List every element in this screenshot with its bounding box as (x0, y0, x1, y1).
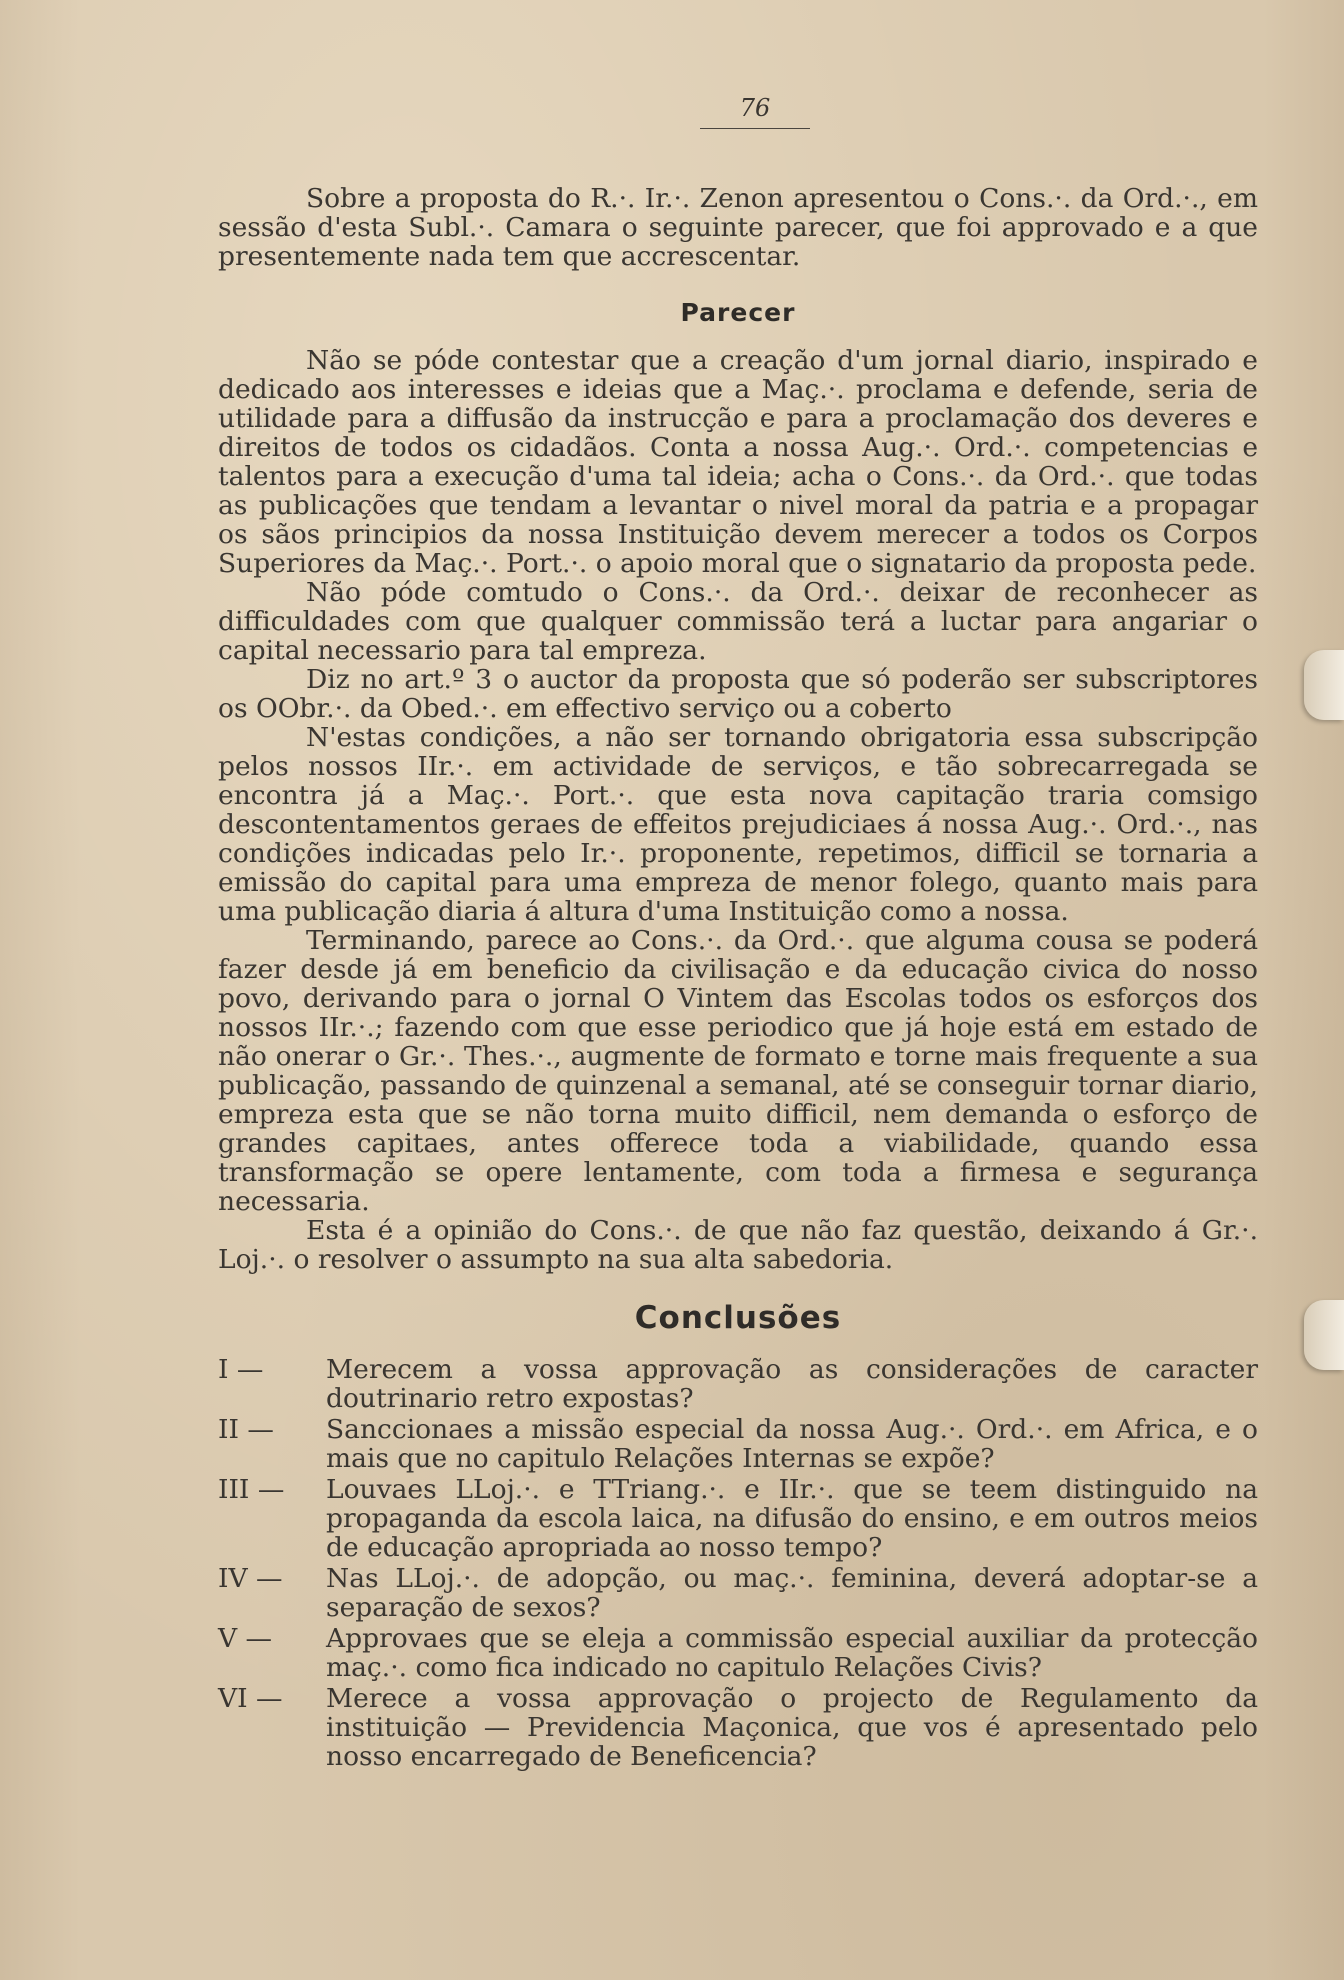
parecer-paragraph: Diz no art.º 3 o auctor da proposta que só poderão ser subscriptores os OObr.·. da Obed.·. em effectivo serviço ou a coberto (218, 664, 1258, 724)
conclusion-text: Approvaes que se eleja a commissão especial auxiliar da protecção maç.·. como fica indicado no capitulo Relações Civis? (326, 1623, 1258, 1683)
parecer-paragraph: Esta é a opinião do Cons.·. de que não faz questão, deixando á Gr.·. Loj.·. o resolver o assumpto na sua alta sabedoria. (218, 1215, 1258, 1275)
conclusion-text: Sanccionaes a missão especial da nossa Aug.·. Ord.·. em Africa, e o mais que no capitulo Relações Internas se expõe? (326, 1414, 1258, 1474)
conclusion-item (218, 1564, 1258, 1622)
conclusion-item (218, 1684, 1258, 1771)
conclusion-item (218, 1475, 1258, 1562)
conclusion-text: Louvaes LLoj.·. e TTriang.·. e IIr.·. que se teem distinguido na propaganda da escola laica, na difusão do ensino, e em outros meios de educação apropriada ao nosso tempo? (326, 1474, 1258, 1563)
page-number: 76 (700, 94, 810, 129)
parecer-paragraph: Não póde comtudo o Cons.·. da Ord.·. deixar de reconhecer as difficuldades com que qualquer commissão terá a luctar para angariar o capital necessario para tal empreza. (218, 577, 1258, 666)
conclusion-text: Merece a vossa approvação o projecto de Regulamento da instituição — Previdencia Maçonica, que vos é apresentado pelo nosso encarregado de Beneficencia? (326, 1683, 1258, 1772)
conclusion-text: Merecem a vossa approvação as considerações de caracter doutrinario retro expostas? (326, 1354, 1258, 1414)
conclusion-text: Nas LLoj.·. de adopção, ou maç.·. feminina, deverá adoptar-se a separação de sexos? (326, 1563, 1258, 1623)
conclusion-item (218, 1355, 1258, 1413)
conclusion-number: II — (218, 1414, 274, 1445)
page-tab-marker (1304, 1300, 1344, 1370)
parecer-paragraph: Não se póde contestar que a creação d'um jornal diario, inspirado e dedicado aos interesses e ideias que a Maç.·. proclama e defende, seria de utilidade para a diffusão da instrucção e para a proclamação dos deveres e direitos de todos os cidadãos. Conta a nossa Aug.·. Ord.·. competencias e talentos para a execução d'uma tal ideia; acha o Cons.·. da Ord.·. que todas as publicações que tendam a levantar o nivel moral da patria e a propagar os sãos principios da nossa Instituição devem merecer a todos os Corpos Superiores da Maç.·. Port.·. o apoio moral que o signatario da proposta pede. (218, 345, 1258, 579)
parecer-heading: Parecer (680, 298, 796, 327)
conclusion-item (218, 1624, 1258, 1682)
conclusion-number: V — (218, 1623, 273, 1654)
intro-paragraph (218, 184, 1258, 271)
parecer-body (218, 346, 1258, 1274)
conclusion-number: I — (218, 1354, 264, 1385)
page-tab-marker (1304, 650, 1344, 720)
conclusions-list (218, 1355, 1258, 1773)
parecer-paragraph: Terminando, parece ao Cons.·. da Ord.·. que alguma cousa se poderá fazer desde já em beneficio da civilisação e da educação civica do nosso povo, derivando para o jornal O Vintem das Escolas todos os esforços dos nossos IIr.·.; fazendo com que esse periodico que já hoje está em estado de não onerar o Gr.·. Thes.·., augmente de formato e torne mais frequente a sua publicação, passando de quinzenal a semanal, até se conseguir tornar diario, empreza esta que se não torna muito difficil, nem demanda o esforço de grandes capitaes, antes offerece toda a viabilidade, quando essa transformação se opere lentamente, com toda a firmesa e segurança necessaria. (218, 925, 1258, 1217)
conclusion-item (218, 1415, 1258, 1473)
parecer-paragraph: N'estas condições, a não ser tornando obrigatoria essa subscripção pelos nossos IIr.·. em actividade de serviços, e tão sobrecarregada se encontra já a Maç.·. Port.·. que esta nova capitação traria comsigo descontentamentos geraes de effeitos prejudiciaes á nossa Aug.·. Ord.·., nas condições indicadas pelo Ir.·. proponente, repetimos, difficil se tornaria a emissão do capital para uma empreza de menor folego, quanto mais para uma publicação diaria á altura d'uma Instituição como a nossa. (218, 722, 1258, 927)
conclusion-number: III — (218, 1474, 285, 1505)
intro-text: Sobre a proposta do R.·. Ir.·. Zenon apresentou o Cons.·. da Ord.·., em sessão d'esta Subl.·. Camara o seguinte parecer, que foi approvado e a que presentemente nada tem que accrescentar. (218, 183, 1258, 272)
conclusion-number: IV — (218, 1563, 283, 1594)
conclusoes-heading: Conclusões (634, 1300, 842, 1336)
conclusion-number: VI — (218, 1683, 283, 1714)
